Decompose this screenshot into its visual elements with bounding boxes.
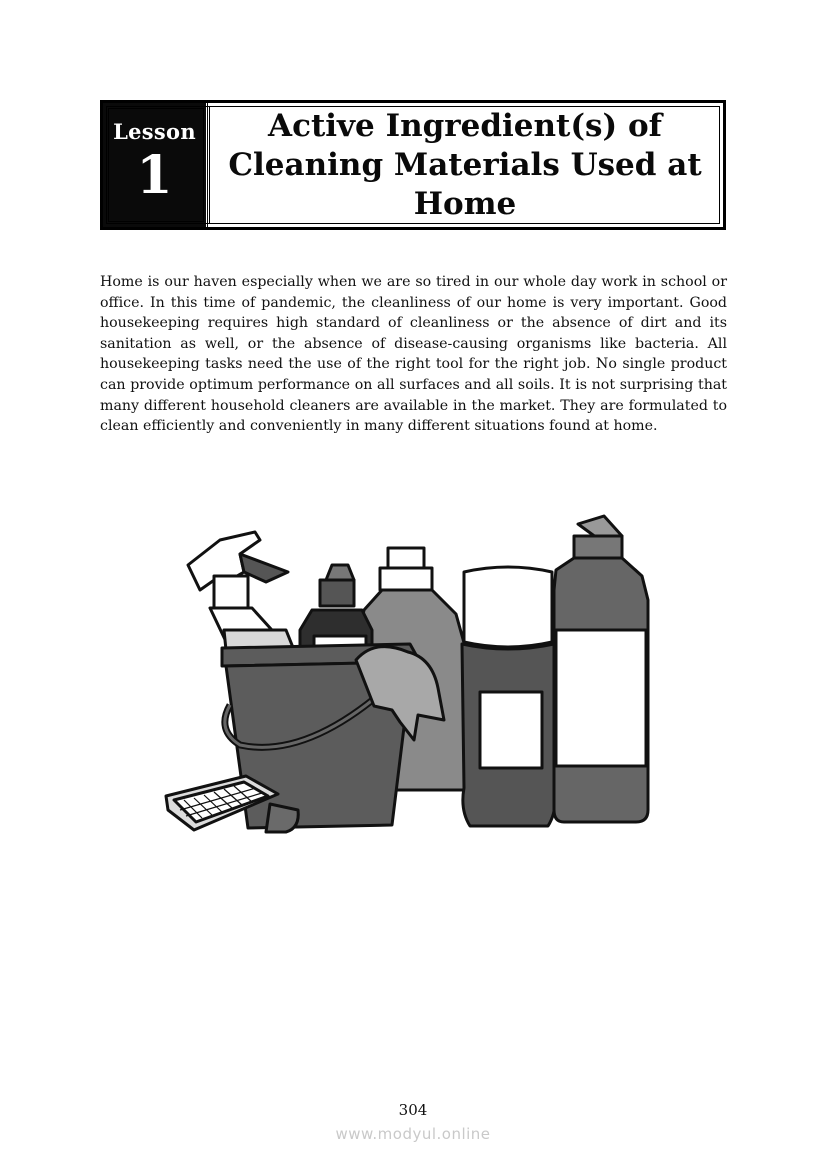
intro-paragraph: Home is our haven especially when we are so tired in our whole day work in school or office. In this time of pandemic, the cleanliness of our home is very important. Good housekeeping requires high standard of cleanliness or the absence of dirt and its sanitation as well, or the absence of disease-causing organisms like bacteria. All housekeeping tasks need the use of the right tool for the right job. No single product can provide optimum performance on all surfaces and all soils. It is not surprising that many different household cleaners are available in the market. They are formulated to clean efficiently and conveniently in many different situations found at home. <box>100 274 727 435</box>
lesson-number: 1 <box>136 145 173 206</box>
tall-bottle-icon <box>554 516 648 822</box>
cylinder-bottle-icon <box>462 567 555 826</box>
lesson-label: Lesson <box>113 119 196 144</box>
lesson-title: Active Ingredient(s) of Cleaning Materials Used at Home <box>228 107 702 222</box>
cleaning-products-illustration <box>160 510 660 845</box>
page-number: 304 <box>398 1101 428 1119</box>
lesson-title-box <box>209 106 720 224</box>
spray-bottle-icon <box>188 532 294 650</box>
lesson-badge <box>103 103 209 227</box>
watermark-text: www.modyul.online <box>335 1125 491 1143</box>
lesson-header <box>100 100 726 230</box>
